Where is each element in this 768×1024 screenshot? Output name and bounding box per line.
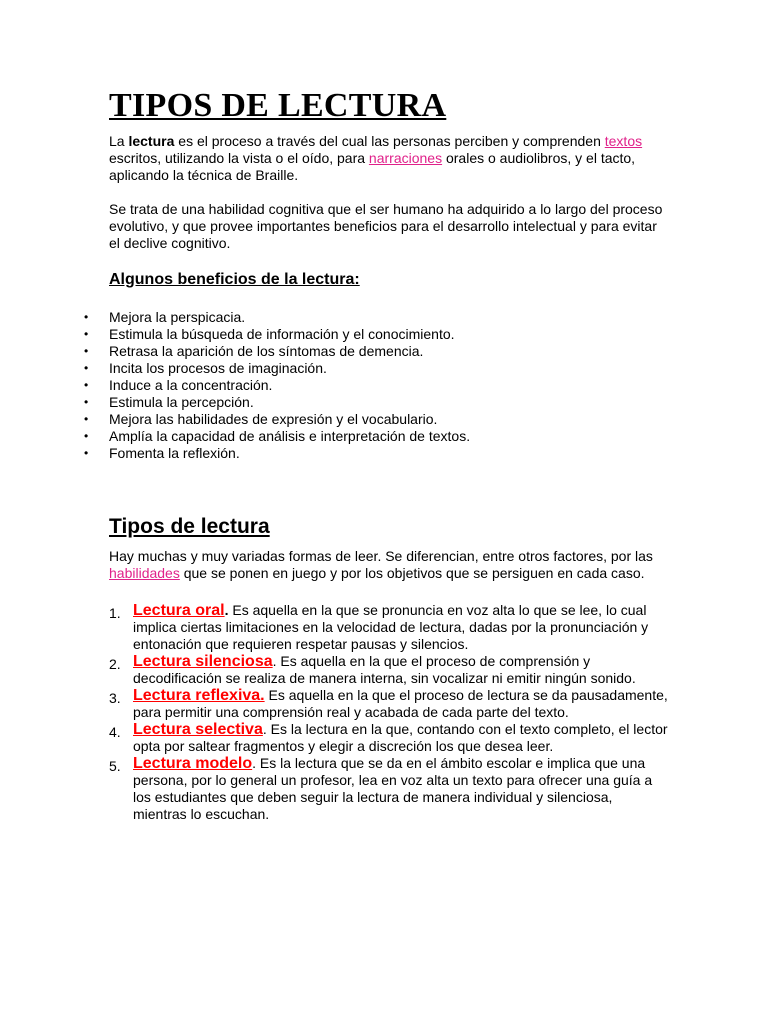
intro-text-c: escritos, utilizando la vista o el oído, para — [109, 150, 369, 166]
type-separator: . — [224, 602, 229, 618]
type-name: Lectura silenciosa — [133, 653, 273, 670]
type-name: Lectura modelo — [133, 755, 253, 772]
bullet-icon: • — [84, 361, 89, 375]
type-item-modelo — [109, 755, 669, 823]
bullet-icon: • — [84, 395, 89, 409]
type-description: . Es aquella en la que el proceso de comprensión y decodificación se realiza de manera interna, sin vocalizar ni emitir ningún sonido. — [133, 653, 636, 686]
cognitive-paragraph: Se trata de una habilidad cognitiva que el ser humano ha adquirido a lo largo del proceso evolutivo, y que provee importantes beneficios para el desarrollo intelectual y para evitar el declive cognitivo. — [109, 201, 663, 251]
benefit-text: Mejora las habilidades de expresión y el vocabulario. — [109, 411, 438, 427]
link-textos[interactable]: textos — [604, 133, 643, 149]
benefit-text: Mejora la perspicacia. — [109, 309, 246, 325]
benefit-item — [84, 343, 669, 360]
type-description: Es aquella en la que el proceso de lectura se da pausadamente, para permitir una comprensión real y acabada de cada parte del texto. — [133, 687, 668, 720]
benefit-item — [84, 445, 669, 462]
benefit-item — [84, 360, 669, 377]
link-habilidades[interactable]: habilidades — [109, 565, 180, 581]
type-description: . Es la lectura que se da en el ámbito escolar e implica que una persona, por lo general un profesor, lea en voz alta un texto para ofrecer una guía a los estudiantes que deben seguir la lectura de manera individual y silenciosa, mientras lo escuchan. — [133, 755, 653, 822]
document-page — [84, 86, 669, 823]
link-narraciones[interactable]: narraciones — [368, 150, 443, 166]
benefit-text: Fomenta la reflexión. — [109, 445, 240, 461]
bullet-icon: • — [84, 429, 89, 443]
list-number: 4. — [109, 724, 121, 740]
type-item-silenciosa — [109, 653, 669, 687]
document-title: TIPOS DE LECTURA — [109, 87, 447, 124]
benefit-item — [84, 326, 669, 343]
benefit-text: Amplía la capacidad de análisis e interpretación de textos. — [109, 428, 471, 444]
bullet-icon: • — [84, 378, 89, 392]
benefits-heading: Algunos beneficios de la lectura: — [109, 271, 360, 288]
tipos-intro-text-b: que se ponen en juego y por los objetivos que se persiguen en cada caso. — [179, 565, 645, 581]
list-number: 2. — [109, 656, 121, 672]
type-name: Lectura oral — [133, 602, 225, 619]
list-number: 1. — [109, 605, 121, 621]
bullet-icon: • — [84, 446, 89, 460]
intro-text-b: es el proceso a través del cual las personas perciben y comprenden — [174, 133, 605, 149]
benefit-text: Incita los procesos de imaginación. — [109, 360, 327, 376]
bullet-icon: • — [84, 327, 89, 341]
list-number: 3. — [109, 690, 121, 706]
benefits-list — [84, 309, 669, 462]
tipos-intro-text-a: Hay muchas y muy variadas formas de leer. Se diferencian, entre otros factores, por las — [109, 548, 653, 564]
types-list — [109, 602, 669, 823]
benefit-item — [84, 411, 669, 428]
type-name: Lectura selectiva — [133, 721, 263, 738]
benefit-item — [84, 377, 669, 394]
type-description: Es aquella en la que se pronuncia en voz alta lo que se lee, lo cual implica ciertas limitaciones en la velocidad de lectura, dadas por la pronunciación y entonación que requieren respetar pausas y silencios. — [133, 602, 649, 652]
benefit-item — [84, 309, 669, 326]
tipos-intro-paragraph — [109, 548, 669, 582]
benefit-text: Estimula la percepción. — [109, 394, 254, 410]
type-item-oral — [109, 602, 669, 653]
bullet-icon: • — [84, 412, 89, 426]
intro-paragraph — [109, 133, 669, 184]
list-number: 5. — [109, 758, 121, 774]
benefit-text: Estimula la búsqueda de información y el conocimiento. — [109, 326, 455, 342]
tipos-heading: Tipos de lectura — [109, 515, 270, 538]
benefit-item — [84, 394, 669, 411]
type-item-selectiva — [109, 721, 669, 755]
intro-text-a: La — [109, 133, 129, 149]
type-item-reflexiva — [109, 687, 669, 721]
intro-text-d: orales o audiolibros, y el tacto, aplicando la técnica de Braille. — [109, 150, 636, 183]
benefit-text: Retrasa la aparición de los síntomas de demencia. — [109, 343, 424, 359]
type-description: . Es la lectura en la que, contando con el texto completo, el lector opta por saltear fragmentos y elegir a discreción los que desea leer. — [133, 721, 668, 754]
bullet-icon: • — [84, 310, 89, 324]
type-name: Lectura reflexiva. — [133, 687, 265, 704]
intro-bold-lectura: lectura — [128, 133, 175, 149]
benefit-text: Induce a la concentración. — [109, 377, 273, 393]
bullet-icon: • — [84, 344, 89, 358]
benefit-item — [84, 428, 669, 445]
